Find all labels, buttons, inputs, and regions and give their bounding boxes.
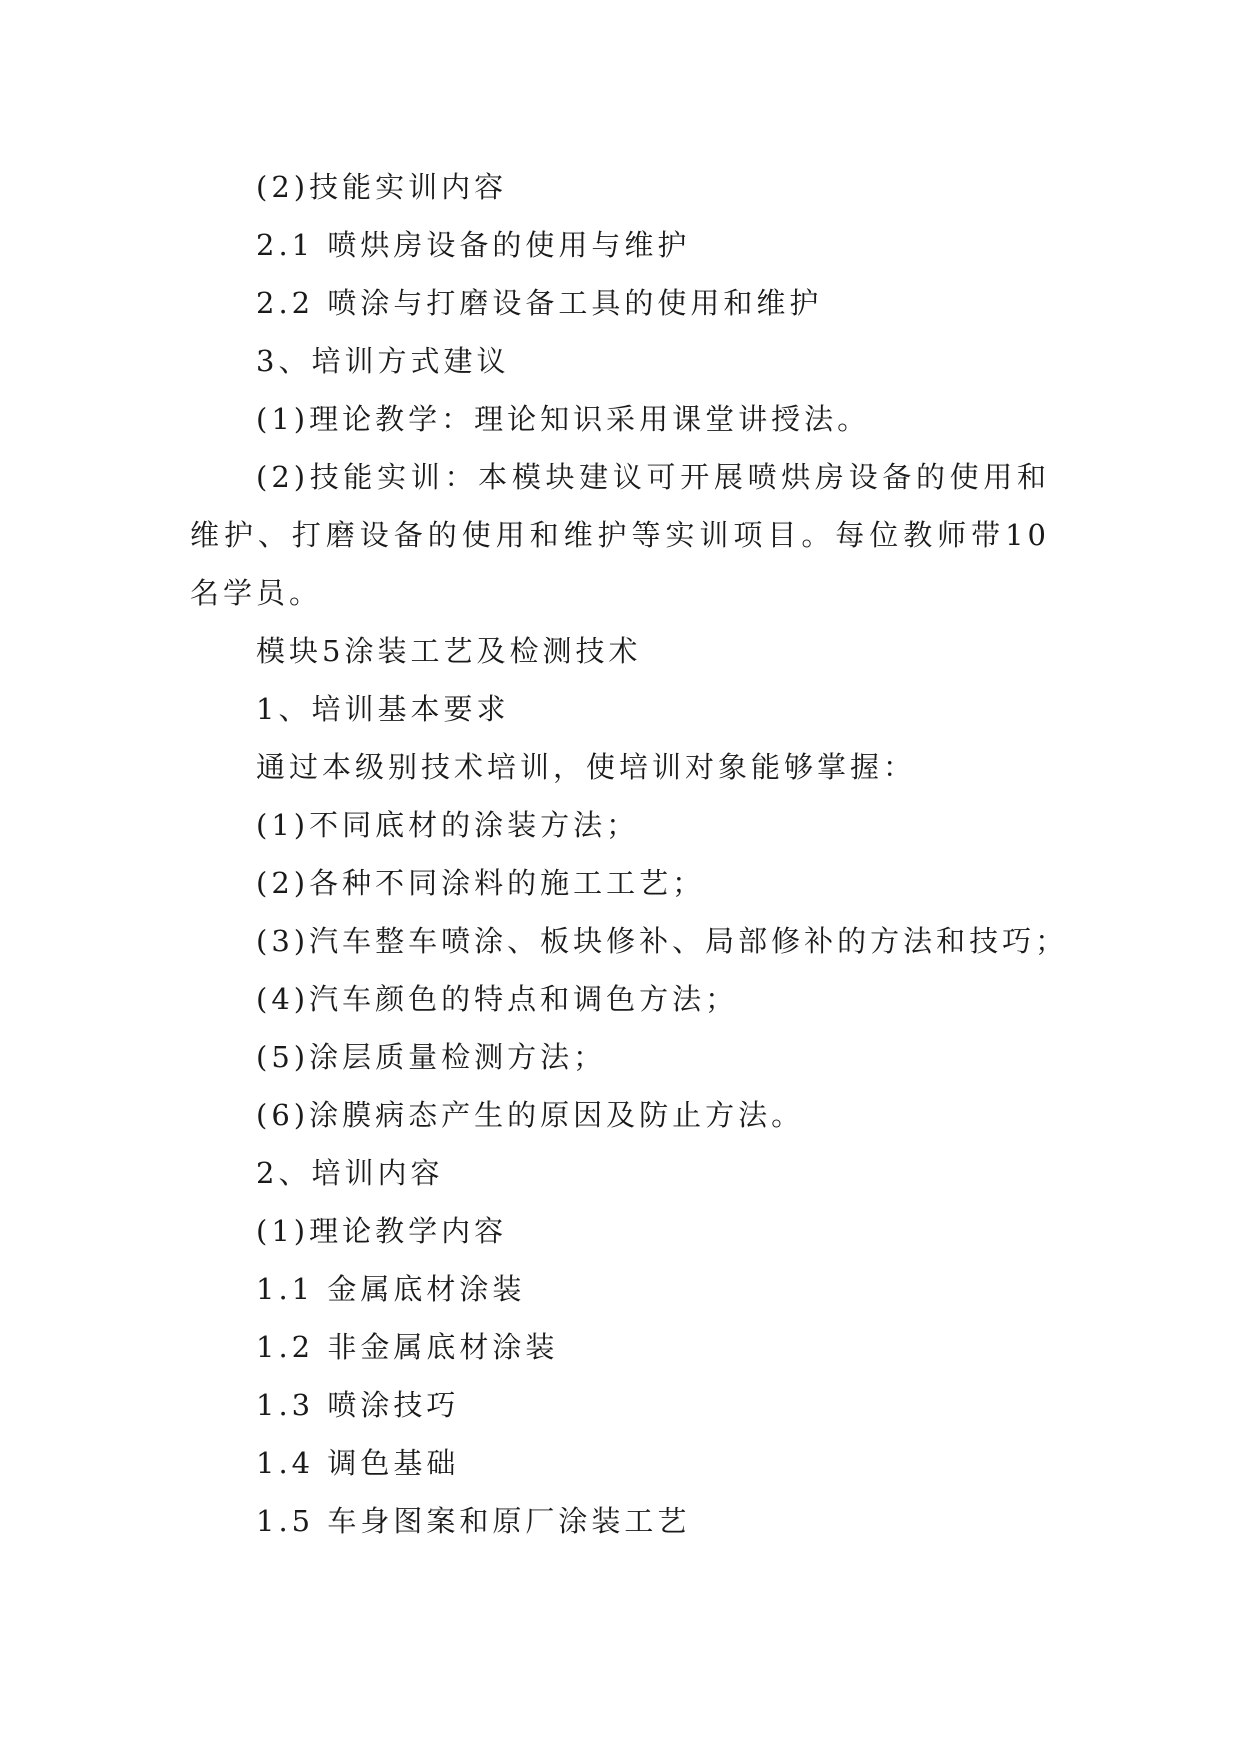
paragraph-skill-training: (2)技能实训：本模块建议可开展喷烘房设备的使用和维护、打磨设备的使用和维护等实训项目。每位教师带10名学员。 xyxy=(190,460,1050,610)
list-item-1-2: 1.2 非金属底材涂装 xyxy=(256,1330,559,1364)
list-item-req-4: (4)汽车颜色的特点和调色方法； xyxy=(256,982,739,1016)
list-item-1-1: 1.1 金属底材涂装 xyxy=(256,1272,526,1306)
heading-basic-requirements: 1、培训基本要求 xyxy=(256,692,510,726)
list-item-req-1: (1)不同底材的涂装方法； xyxy=(256,808,640,842)
list-item-1-4: 1.4 调色基础 xyxy=(256,1446,460,1480)
list-item-req-5: (5)涂层质量检测方法； xyxy=(256,1040,607,1074)
text-theory-teaching: (1)理论教学：理论知识采用课堂讲授法。 xyxy=(256,402,871,436)
list-item-req-6: (6)涂膜病态产生的原因及防止方法。 xyxy=(256,1098,805,1132)
heading-theory-content: (1)理论教学内容 xyxy=(256,1214,508,1248)
list-item-req-2: (2)各种不同涂料的施工工艺； xyxy=(256,866,706,900)
text-intro: 通过本级别技术培训，使培训对象能够掌握： xyxy=(256,750,917,784)
list-item-1-3: 1.3 喷涂技巧 xyxy=(256,1388,460,1422)
heading-module-5: 模块5涂装工艺及检测技术 xyxy=(256,634,642,668)
list-item-1-5: 1.5 车身图案和原厂涂装工艺 xyxy=(256,1504,691,1538)
list-item-2-1: 2.1 喷烘房设备的使用与维护 xyxy=(256,228,691,262)
list-item-req-3: (3)汽车整车喷涂、板块修补、局部修补的方法和技巧； xyxy=(256,924,1069,958)
heading-training-method: 3、培训方式建议 xyxy=(256,344,510,378)
list-item-2-2: 2.2 喷涂与打磨设备工具的使用和维护 xyxy=(256,286,823,320)
document-body xyxy=(190,158,1070,1550)
heading-training-content: 2、培训内容 xyxy=(256,1156,444,1190)
heading-skill-training-content: (2)技能实训内容 xyxy=(256,170,508,204)
